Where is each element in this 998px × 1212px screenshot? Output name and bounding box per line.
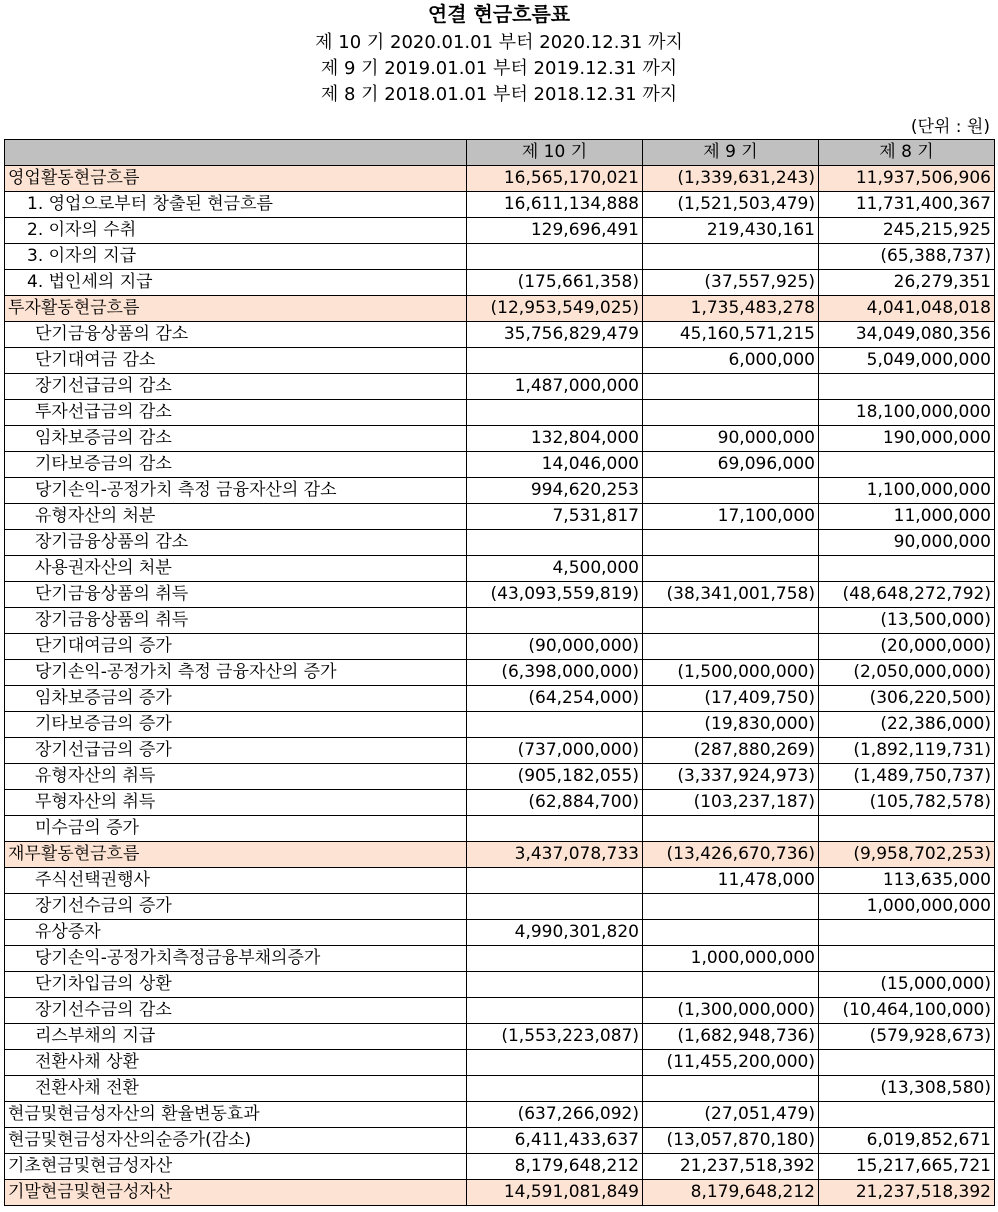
- table-row: [5, 608, 995, 634]
- value-cell-period-9: (13,426,670,736): [643, 842, 819, 868]
- row-label: 임차보증금의 감소: [5, 426, 467, 452]
- value-cell-period-8: 90,000,000: [819, 530, 995, 556]
- header-cell-period-9: 제 9 기: [643, 140, 819, 166]
- value-cell-period-9: 11,478,000: [643, 868, 819, 894]
- value-cell-period-9: [643, 894, 819, 920]
- value-cell-period-8: 26,279,351: [819, 270, 995, 296]
- value-cell-period-8: (13,500,000): [819, 608, 995, 634]
- value-cell-period-8: 113,635,000: [819, 868, 995, 894]
- row-label: 기타보증금의 감소: [5, 452, 467, 478]
- value-cell-period-8: (48,648,272,792): [819, 582, 995, 608]
- table-row: [5, 712, 995, 738]
- value-cell-period-9: (287,880,269): [643, 738, 819, 764]
- row-label: 단기금융상품의 감소: [5, 322, 467, 348]
- value-cell-period-8: 4,041,048,018: [819, 296, 995, 322]
- table-row: [5, 348, 995, 374]
- row-label: 1. 영업으로부터 창출된 현금흐름: [5, 192, 467, 218]
- row-label: 투자선급금의 감소: [5, 400, 467, 426]
- period-line-8: 제 8 기 2018.01.01 부터 2018.12.31 까지: [320, 84, 678, 105]
- table-row: [5, 582, 995, 608]
- row-label: 기타보증금의 증가: [5, 712, 467, 738]
- table-row: [5, 530, 995, 556]
- value-cell-period-10: [467, 1050, 643, 1076]
- value-cell-period-8: (20,000,000): [819, 634, 995, 660]
- value-cell-period-8: [819, 1050, 995, 1076]
- value-cell-period-8: (579,928,673): [819, 1024, 995, 1050]
- value-cell-period-9: 45,160,571,215: [643, 322, 819, 348]
- value-cell-period-9: 219,430,161: [643, 218, 819, 244]
- value-cell-period-10: 7,531,817: [467, 504, 643, 530]
- value-cell-period-10: (905,182,055): [467, 764, 643, 790]
- row-label: 전환사채 상환: [5, 1050, 467, 1076]
- value-cell-period-10: [467, 530, 643, 556]
- table-row: [5, 192, 995, 218]
- header-cell-period-8: 제 8 기: [819, 140, 995, 166]
- value-cell-period-8: 18,100,000,000: [819, 400, 995, 426]
- table-row: [5, 218, 995, 244]
- value-cell-period-10: [467, 972, 643, 998]
- value-cell-period-10: [467, 946, 643, 972]
- value-cell-period-8: 6,019,852,671: [819, 1128, 995, 1154]
- table-row: [5, 790, 995, 816]
- value-cell-period-9: 6,000,000: [643, 348, 819, 374]
- value-cell-period-9: [643, 608, 819, 634]
- value-cell-period-8: [819, 816, 995, 842]
- value-cell-period-8: 245,215,925: [819, 218, 995, 244]
- value-cell-period-10: [467, 348, 643, 374]
- value-cell-period-10: (6,398,000,000): [467, 660, 643, 686]
- value-cell-period-9: [643, 556, 819, 582]
- table-row: [5, 1050, 995, 1076]
- value-cell-period-9: [643, 920, 819, 946]
- row-label: 현금및현금성자산의순증가(감소): [5, 1128, 467, 1154]
- value-cell-period-8: (306,220,500): [819, 686, 995, 712]
- row-label: 단기대여금의 증가: [5, 634, 467, 660]
- table-row: [5, 296, 995, 322]
- table-row: [5, 166, 995, 192]
- page-title: 연결 현금흐름표: [427, 2, 571, 26]
- value-cell-period-10: (64,254,000): [467, 686, 643, 712]
- value-cell-period-9: (17,409,750): [643, 686, 819, 712]
- value-cell-period-10: 16,565,170,021: [467, 166, 643, 192]
- table-row: [5, 972, 995, 998]
- table-row: [5, 400, 995, 426]
- row-label: 4. 법인세의 지급: [5, 270, 467, 296]
- value-cell-period-9: [643, 530, 819, 556]
- value-cell-period-8: (1,892,119,731): [819, 738, 995, 764]
- value-cell-period-10: 4,500,000: [467, 556, 643, 582]
- row-label: 영업활동현금흐름: [5, 166, 467, 192]
- value-cell-period-10: 4,990,301,820: [467, 920, 643, 946]
- value-cell-period-10: 35,756,829,479: [467, 322, 643, 348]
- value-cell-period-8: [819, 556, 995, 582]
- row-label: 장기선수금의 증가: [5, 894, 467, 920]
- value-cell-period-8: [819, 374, 995, 400]
- value-cell-period-9: 1,000,000,000: [643, 946, 819, 972]
- table-row: [5, 478, 995, 504]
- row-label: 당기손익-공정가치 측정 금융자산의 증가: [5, 660, 467, 686]
- value-cell-period-10: 994,620,253: [467, 478, 643, 504]
- value-cell-period-10: [467, 816, 643, 842]
- value-cell-period-9: (11,455,200,000): [643, 1050, 819, 1076]
- value-cell-period-10: (62,884,700): [467, 790, 643, 816]
- table-header-row: [5, 140, 995, 166]
- value-cell-period-10: 8,179,648,212: [467, 1154, 643, 1180]
- value-cell-period-9: [643, 816, 819, 842]
- value-cell-period-10: (43,093,559,819): [467, 582, 643, 608]
- table-row: [5, 634, 995, 660]
- row-label: 현금및현금성자산의 환율변동효과: [5, 1102, 467, 1128]
- table-row: [5, 1154, 995, 1180]
- table-row: [5, 556, 995, 582]
- table-row: [5, 1102, 995, 1128]
- row-label: 유형자산의 취득: [5, 764, 467, 790]
- value-cell-period-9: 8,179,648,212: [643, 1180, 819, 1206]
- row-label: 사용권자산의 처분: [5, 556, 467, 582]
- value-cell-period-9: (103,237,187): [643, 790, 819, 816]
- header-cell-label: [5, 140, 467, 166]
- table-row: [5, 270, 995, 296]
- row-label: 2. 이자의 수취: [5, 218, 467, 244]
- value-cell-period-8: 190,000,000: [819, 426, 995, 452]
- value-cell-period-10: [467, 894, 643, 920]
- value-cell-period-10: 6,411,433,637: [467, 1128, 643, 1154]
- value-cell-period-8: 21,237,518,392: [819, 1180, 995, 1206]
- value-cell-period-8: (65,388,737): [819, 244, 995, 270]
- value-cell-period-8: (22,386,000): [819, 712, 995, 738]
- value-cell-period-9: (1,300,000,000): [643, 998, 819, 1024]
- value-cell-period-9: [643, 1076, 819, 1102]
- value-cell-period-8: [819, 920, 995, 946]
- value-cell-period-9: (1,339,631,243): [643, 166, 819, 192]
- value-cell-period-8: [819, 452, 995, 478]
- header-cell-period-10: 제 10 기: [467, 140, 643, 166]
- row-label: 단기금융상품의 취득: [5, 582, 467, 608]
- value-cell-period-10: (737,000,000): [467, 738, 643, 764]
- row-label: 단기차입금의 상환: [5, 972, 467, 998]
- value-cell-period-9: 17,100,000: [643, 504, 819, 530]
- value-cell-period-8: (13,308,580): [819, 1076, 995, 1102]
- row-label: 무형자산의 취득: [5, 790, 467, 816]
- table-row: [5, 894, 995, 920]
- value-cell-period-8: 11,731,400,367: [819, 192, 995, 218]
- value-cell-period-9: [643, 400, 819, 426]
- row-label: 기초현금및현금성자산: [5, 1154, 467, 1180]
- row-label: 전환사채 전환: [5, 1076, 467, 1102]
- row-label: 재무활동현금흐름: [5, 842, 467, 868]
- value-cell-period-9: (13,057,870,180): [643, 1128, 819, 1154]
- row-label: 장기선급금의 증가: [5, 738, 467, 764]
- value-cell-period-10: 14,046,000: [467, 452, 643, 478]
- value-cell-period-10: [467, 712, 643, 738]
- value-cell-period-10: [467, 868, 643, 894]
- row-label: 장기선급금의 감소: [5, 374, 467, 400]
- row-label: 미수금의 증가: [5, 816, 467, 842]
- row-label: 기말현금및현금성자산: [5, 1180, 467, 1206]
- value-cell-period-9: [643, 244, 819, 270]
- value-cell-period-8: (9,958,702,253): [819, 842, 995, 868]
- value-cell-period-8: (15,000,000): [819, 972, 995, 998]
- value-cell-period-9: 90,000,000: [643, 426, 819, 452]
- value-cell-period-10: 1,487,000,000: [467, 374, 643, 400]
- row-label: 장기금융상품의 취득: [5, 608, 467, 634]
- value-cell-period-8: 15,217,665,721: [819, 1154, 995, 1180]
- value-cell-period-8: 1,000,000,000: [819, 894, 995, 920]
- value-cell-period-8: 34,049,080,356: [819, 322, 995, 348]
- value-cell-period-10: [467, 1076, 643, 1102]
- value-cell-period-9: [643, 478, 819, 504]
- row-label: 주식선택권행사: [5, 868, 467, 894]
- table-row: [5, 842, 995, 868]
- row-label: 장기선수금의 감소: [5, 998, 467, 1024]
- value-cell-period-10: [467, 244, 643, 270]
- value-cell-period-10: 3,437,078,733: [467, 842, 643, 868]
- value-cell-period-8: 1,100,000,000: [819, 478, 995, 504]
- row-label: 유상증자: [5, 920, 467, 946]
- value-cell-period-8: [819, 1102, 995, 1128]
- table-row: [5, 946, 995, 972]
- table-row: [5, 374, 995, 400]
- table-row: [5, 686, 995, 712]
- row-label: 당기손익-공정가치측정금융부채의증가: [5, 946, 467, 972]
- value-cell-period-9: (1,521,503,479): [643, 192, 819, 218]
- table-row: [5, 660, 995, 686]
- value-cell-period-9: (37,557,925): [643, 270, 819, 296]
- period-line-9: 제 9 기 2019.01.01 부터 2019.12.31 까지: [320, 58, 678, 79]
- table-row: [5, 1024, 995, 1050]
- value-cell-period-10: (637,266,092): [467, 1102, 643, 1128]
- value-cell-period-9: 21,237,518,392: [643, 1154, 819, 1180]
- value-cell-period-10: (90,000,000): [467, 634, 643, 660]
- table-row: [5, 426, 995, 452]
- value-cell-period-9: 1,735,483,278: [643, 296, 819, 322]
- table-row: [5, 1128, 995, 1154]
- value-cell-period-9: (38,341,001,758): [643, 582, 819, 608]
- row-label: 당기손익-공정가치 측정 금융자산의 감소: [5, 478, 467, 504]
- table-row: [5, 816, 995, 842]
- value-cell-period-9: [643, 374, 819, 400]
- value-cell-period-9: (1,500,000,000): [643, 660, 819, 686]
- table-row: [5, 738, 995, 764]
- value-cell-period-9: [643, 634, 819, 660]
- value-cell-period-10: [467, 400, 643, 426]
- unit-label: (단위 : 원): [910, 117, 990, 137]
- period-line-10: 제 10 기 2020.01.01 부터 2020.12.31 까지: [315, 32, 683, 53]
- value-cell-period-9: [643, 972, 819, 998]
- table-row: [5, 322, 995, 348]
- value-cell-period-10: 129,696,491: [467, 218, 643, 244]
- value-cell-period-9: 69,096,000: [643, 452, 819, 478]
- value-cell-period-8: (105,782,578): [819, 790, 995, 816]
- value-cell-period-10: 132,804,000: [467, 426, 643, 452]
- row-label: 유형자산의 처분: [5, 504, 467, 530]
- value-cell-period-8: (1,489,750,737): [819, 764, 995, 790]
- cash-flow-table: [4, 139, 995, 1206]
- table-row: [5, 920, 995, 946]
- value-cell-period-8: (10,464,100,000): [819, 998, 995, 1024]
- table-row: [5, 504, 995, 530]
- value-cell-period-10: 14,591,081,849: [467, 1180, 643, 1206]
- value-cell-period-8: 5,049,000,000: [819, 348, 995, 374]
- value-cell-period-8: (2,050,000,000): [819, 660, 995, 686]
- row-label: 투자활동현금흐름: [5, 296, 467, 322]
- value-cell-period-10: (175,661,358): [467, 270, 643, 296]
- value-cell-period-10: (12,953,549,025): [467, 296, 643, 322]
- table-row: [5, 452, 995, 478]
- value-cell-period-9: (27,051,479): [643, 1102, 819, 1128]
- value-cell-period-8: 11,000,000: [819, 504, 995, 530]
- row-label: 단기대여금 감소: [5, 348, 467, 374]
- value-cell-period-9: (19,830,000): [643, 712, 819, 738]
- value-cell-period-10: 16,611,134,888: [467, 192, 643, 218]
- value-cell-period-8: [819, 946, 995, 972]
- row-label: 임차보증금의 증가: [5, 686, 467, 712]
- row-label: 3. 이자의 지급: [5, 244, 467, 270]
- row-label: 장기금융상품의 감소: [5, 530, 467, 556]
- value-cell-period-9: (1,682,948,736): [643, 1024, 819, 1050]
- value-cell-period-10: [467, 608, 643, 634]
- value-cell-period-8: 11,937,506,906: [819, 166, 995, 192]
- value-cell-period-10: [467, 998, 643, 1024]
- row-label: 리스부채의 지급: [5, 1024, 467, 1050]
- value-cell-period-9: (3,337,924,973): [643, 764, 819, 790]
- table-row: [5, 998, 995, 1024]
- table-row: [5, 1076, 995, 1102]
- value-cell-period-10: (1,553,223,087): [467, 1024, 643, 1050]
- table-row: [5, 868, 995, 894]
- table-row: [5, 244, 995, 270]
- table-row: [5, 1180, 995, 1206]
- table-row: [5, 764, 995, 790]
